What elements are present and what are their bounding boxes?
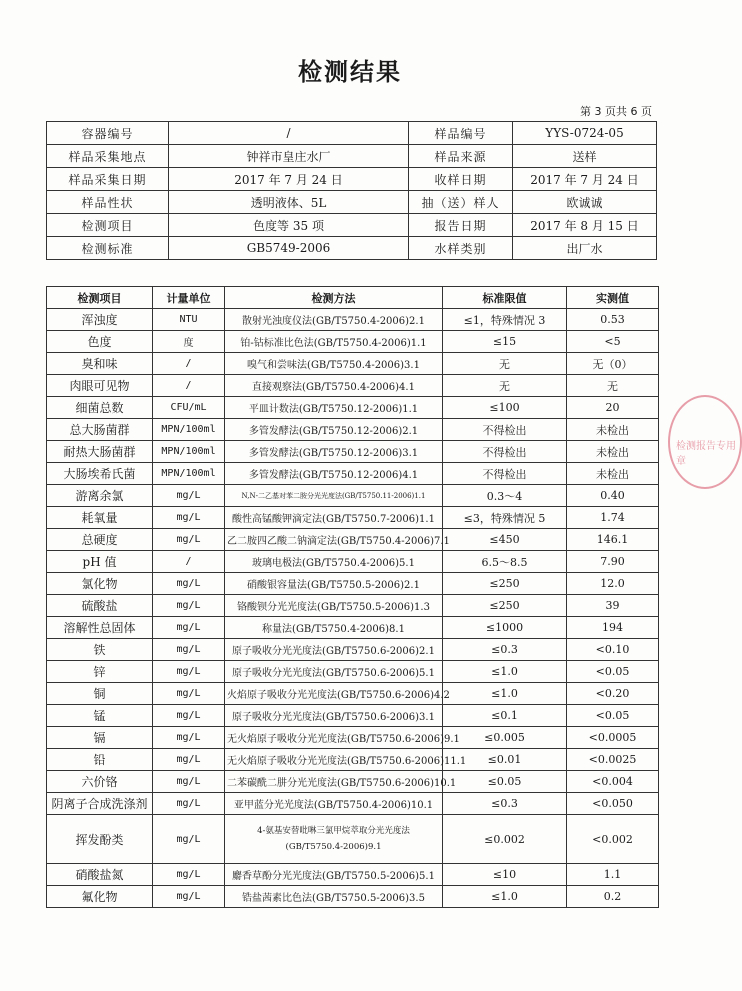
- table-row: [47, 353, 659, 375]
- result-unit: mg/L: [153, 507, 225, 529]
- info-row: [47, 237, 657, 260]
- result-method: 直接观察法(GB/T5750.4-2006)4.1: [225, 375, 443, 397]
- result-limit: ≤0.3: [443, 793, 567, 815]
- sample-info-table: [46, 121, 657, 260]
- result-limit: ≤0.005: [443, 727, 567, 749]
- table-row: [47, 595, 659, 617]
- result-value: 12.0: [567, 573, 659, 595]
- result-limit: ≤1，特殊情况 3: [443, 309, 567, 331]
- result-item: 溶解性总固体: [47, 617, 153, 639]
- result-item: 锰: [47, 705, 153, 727]
- info-label: 容器编号: [47, 122, 169, 145]
- table-row: [47, 529, 659, 551]
- result-method: 酸性高锰酸钾滴定法(GB/T5750.7-2006)1.1: [225, 507, 443, 529]
- result-item: 臭和味: [47, 353, 153, 375]
- table-row: [47, 793, 659, 815]
- result-method: 铬酸钡分光光度法(GB/T5750.5-2006)1.3: [225, 595, 443, 617]
- result-item: 色度: [47, 331, 153, 353]
- result-value: 146.1: [567, 529, 659, 551]
- result-method: 散射光浊度仪法(GB/T5750.4-2006)2.1: [225, 309, 443, 331]
- result-value: <0.004: [567, 771, 659, 793]
- result-unit: CFU/mL: [153, 397, 225, 419]
- result-item: 总大肠菌群: [47, 419, 153, 441]
- result-item: 镉: [47, 727, 153, 749]
- result-limit: ≤0.002: [443, 815, 567, 864]
- result-method: 乙二胺四乙酸二钠滴定法(GB/T5750.4-2006)7.1: [225, 529, 443, 551]
- info-value: 2017 年 8 月 15 日: [513, 214, 657, 237]
- table-row: [47, 331, 659, 353]
- info-value: 透明液体、5L: [169, 191, 409, 214]
- result-unit: /: [153, 375, 225, 397]
- result-item: 耐热大肠菌群: [47, 441, 153, 463]
- result-unit: MPN/100ml: [153, 463, 225, 485]
- result-item: 细菌总数: [47, 397, 153, 419]
- header-method: 检测方法: [225, 287, 443, 309]
- result-unit: mg/L: [153, 683, 225, 705]
- results-header-row: [47, 287, 659, 309]
- result-limit: 无: [443, 375, 567, 397]
- page-number: 第 3 页共 6 页: [580, 105, 652, 118]
- result-method: 平皿计数法(GB/T5750.12-2006)1.1: [225, 397, 443, 419]
- result-unit: NTU: [153, 309, 225, 331]
- result-value: 未检出: [567, 419, 659, 441]
- result-unit: mg/L: [153, 573, 225, 595]
- method-line: 4-氨基安替吡啉三氯甲烷萃取分光光度法: [257, 826, 410, 836]
- result-limit: 0.3～4: [443, 485, 567, 507]
- result-method: 铂-钴标准比色法(GB/T5750.4-2006)1.1: [225, 331, 443, 353]
- result-unit: /: [153, 353, 225, 375]
- result-value: 0.40: [567, 485, 659, 507]
- result-unit: mg/L: [153, 595, 225, 617]
- result-method: 原子吸收分光光度法(GB/T5750.6-2006)3.1: [225, 705, 443, 727]
- result-method: 锆盐茜素比色法(GB/T5750.5-2006)3.5: [225, 886, 443, 908]
- table-row: [47, 419, 659, 441]
- result-item: 耗氧量: [47, 507, 153, 529]
- result-value: <5: [567, 331, 659, 353]
- result-value: <0.002: [567, 815, 659, 864]
- result-unit: mg/L: [153, 485, 225, 507]
- result-method: 多管发酵法(GB/T5750.12-2006)4.1: [225, 463, 443, 485]
- result-method: 多管发酵法(GB/T5750.12-2006)3.1: [225, 441, 443, 463]
- result-unit: mg/L: [153, 815, 225, 864]
- table-row: [47, 661, 659, 683]
- result-value: 194: [567, 617, 659, 639]
- result-value: 未检出: [567, 441, 659, 463]
- page-title: 检测结果: [298, 58, 402, 86]
- table-row: [47, 886, 659, 908]
- table-row: [47, 639, 659, 661]
- header-unit: 计量单位: [153, 287, 225, 309]
- result-method: 无火焰原子吸收分光光度法(GB/T5750.6-2006)9.1: [225, 727, 443, 749]
- info-value: 2017 年 7 月 24 日: [513, 168, 657, 191]
- result-item: 铅: [47, 749, 153, 771]
- info-value: 钟祥市皇庄水厂: [169, 145, 409, 168]
- result-limit: 不得检出: [443, 441, 567, 463]
- result-item: 铁: [47, 639, 153, 661]
- official-seal: [668, 395, 742, 489]
- info-value: YYS-0724-05: [513, 122, 657, 145]
- result-value: 1.74: [567, 507, 659, 529]
- table-row: [47, 441, 659, 463]
- info-value: 色度等 35 项: [169, 214, 409, 237]
- header-item: 检测项目: [47, 287, 153, 309]
- result-value: 0.2: [567, 886, 659, 908]
- info-label: 样品编号: [409, 122, 513, 145]
- result-value: <0.050: [567, 793, 659, 815]
- results-table: [46, 286, 659, 908]
- info-label: 样品来源: [409, 145, 513, 168]
- result-limit: 6.5～8.5: [443, 551, 567, 573]
- result-item: 总硬度: [47, 529, 153, 551]
- info-row: [47, 145, 657, 168]
- result-value: 39: [567, 595, 659, 617]
- table-row: [47, 815, 659, 864]
- info-row: [47, 191, 657, 214]
- result-unit: mg/L: [153, 793, 225, 815]
- info-row: [47, 214, 657, 237]
- result-method: 原子吸收分光光度法(GB/T5750.6-2006)5.1: [225, 661, 443, 683]
- result-unit: mg/L: [153, 639, 225, 661]
- result-item: 氟化物: [47, 886, 153, 908]
- result-item: 锌: [47, 661, 153, 683]
- table-row: [47, 551, 659, 573]
- result-limit: ≤450: [443, 529, 567, 551]
- result-unit: mg/L: [153, 771, 225, 793]
- result-item: 肉眼可见物: [47, 375, 153, 397]
- info-value: 送样: [513, 145, 657, 168]
- result-limit: 无: [443, 353, 567, 375]
- result-unit: mg/L: [153, 705, 225, 727]
- result-value: 7.90: [567, 551, 659, 573]
- result-item: 阴离子合成洗涤剂: [47, 793, 153, 815]
- result-item: 硫酸盐: [47, 595, 153, 617]
- result-unit: MPN/100ml: [153, 419, 225, 441]
- result-limit: ≤0.1: [443, 705, 567, 727]
- table-row: [47, 749, 659, 771]
- result-value: 1.1: [567, 864, 659, 886]
- result-limit: ≤15: [443, 331, 567, 353]
- result-item: pH 值: [47, 551, 153, 573]
- result-value: <0.10: [567, 639, 659, 661]
- result-value: 无（0）: [567, 353, 659, 375]
- result-method: 火焰原子吸收分光光度法(GB/T5750.6-2006)4.2: [225, 683, 443, 705]
- info-label: 抽（送）样人: [409, 191, 513, 214]
- result-method: 称量法(GB/T5750.4-2006)8.1: [225, 617, 443, 639]
- info-value: 2017 年 7 月 24 日: [169, 168, 409, 191]
- table-row: [47, 397, 659, 419]
- info-row: [47, 122, 657, 145]
- header-limit: 标准限值: [443, 287, 567, 309]
- info-label: 样品采集地点: [47, 145, 169, 168]
- table-row: [47, 771, 659, 793]
- table-row: [47, 375, 659, 397]
- table-row: [47, 463, 659, 485]
- table-row: [47, 617, 659, 639]
- info-label: 收样日期: [409, 168, 513, 191]
- result-unit: mg/L: [153, 749, 225, 771]
- result-method: N,N-二乙基对苯二胺分光光度法(GB/T5750.11-2006)1.1: [225, 485, 443, 507]
- result-value: 未检出: [567, 463, 659, 485]
- info-label: 检测标准: [47, 237, 169, 260]
- table-row: [47, 485, 659, 507]
- result-unit: mg/L: [153, 727, 225, 749]
- result-value: <0.05: [567, 705, 659, 727]
- info-value: 出厂水: [513, 237, 657, 260]
- result-method: [225, 815, 443, 864]
- result-value: 0.53: [567, 309, 659, 331]
- result-limit: ≤1.0: [443, 886, 567, 908]
- result-limit: ≤1.0: [443, 661, 567, 683]
- result-item: 大肠埃希氏菌: [47, 463, 153, 485]
- result-item: 氯化物: [47, 573, 153, 595]
- result-item: 浑浊度: [47, 309, 153, 331]
- info-label: 报告日期: [409, 214, 513, 237]
- result-limit: ≤100: [443, 397, 567, 419]
- result-method: 硝酸银容量法(GB/T5750.5-2006)2.1: [225, 573, 443, 595]
- result-value: 无: [567, 375, 659, 397]
- result-value: <0.05: [567, 661, 659, 683]
- table-row: [47, 507, 659, 529]
- result-unit: mg/L: [153, 661, 225, 683]
- result-unit: mg/L: [153, 864, 225, 886]
- result-item: 硝酸盐氮: [47, 864, 153, 886]
- result-unit: /: [153, 551, 225, 573]
- result-method: 嗅气和尝味法(GB/T5750.4-2006)3.1: [225, 353, 443, 375]
- seal-text: 检测报告专用章: [676, 441, 736, 467]
- result-limit: ≤1000: [443, 617, 567, 639]
- result-item: 游离余氯: [47, 485, 153, 507]
- result-method: 多管发酵法(GB/T5750.12-2006)2.1: [225, 419, 443, 441]
- result-unit: mg/L: [153, 886, 225, 908]
- result-limit: ≤10: [443, 864, 567, 886]
- result-value: <0.0025: [567, 749, 659, 771]
- method-line: (GB/T5750.4-2006)9.1: [285, 842, 382, 852]
- result-value: 20: [567, 397, 659, 419]
- table-row: [47, 573, 659, 595]
- result-method: 玻璃电极法(GB/T5750.4-2006)5.1: [225, 551, 443, 573]
- result-unit: 度: [153, 331, 225, 353]
- info-row: [47, 168, 657, 191]
- info-value: 欧诚诚: [513, 191, 657, 214]
- result-method: 原子吸收分光光度法(GB/T5750.6-2006)2.1: [225, 639, 443, 661]
- result-limit: ≤0.3: [443, 639, 567, 661]
- result-unit: mg/L: [153, 529, 225, 551]
- header-value: 实测值: [567, 287, 659, 309]
- info-label: 检测项目: [47, 214, 169, 237]
- result-value: <0.20: [567, 683, 659, 705]
- result-limit: ≤0.05: [443, 771, 567, 793]
- info-label: 样品性状: [47, 191, 169, 214]
- result-unit: MPN/100ml: [153, 441, 225, 463]
- result-limit: ≤3，特殊情况 5: [443, 507, 567, 529]
- result-method: 无火焰原子吸收分光光度法(GB/T5750.6-2006)11.1: [225, 749, 443, 771]
- info-label: 样品采集日期: [47, 168, 169, 191]
- table-row: [47, 727, 659, 749]
- result-method: 二苯碳酰二肼分光光度法(GB/T5750.6-2006)10.1: [225, 771, 443, 793]
- result-item: 六价铬: [47, 771, 153, 793]
- info-label: 水样类别: [409, 237, 513, 260]
- result-limit: ≤1.0: [443, 683, 567, 705]
- info-value: /: [169, 122, 409, 145]
- result-unit: mg/L: [153, 617, 225, 639]
- table-row: [47, 309, 659, 331]
- result-limit: ≤0.01: [443, 749, 567, 771]
- result-method: 麝香草酚分光光度法(GB/T5750.5-2006)5.1: [225, 864, 443, 886]
- result-limit: ≤250: [443, 595, 567, 617]
- result-limit: 不得检出: [443, 419, 567, 441]
- result-method: 亚甲蓝分光光度法(GB/T5750.4-2006)10.1: [225, 793, 443, 815]
- result-limit: ≤250: [443, 573, 567, 595]
- result-limit: 不得检出: [443, 463, 567, 485]
- table-row: [47, 705, 659, 727]
- info-value: GB5749-2006: [169, 237, 409, 260]
- result-item: 铜: [47, 683, 153, 705]
- result-value: <0.0005: [567, 727, 659, 749]
- table-row: [47, 864, 659, 886]
- result-item: 挥发酚类: [47, 815, 153, 864]
- table-row: [47, 683, 659, 705]
